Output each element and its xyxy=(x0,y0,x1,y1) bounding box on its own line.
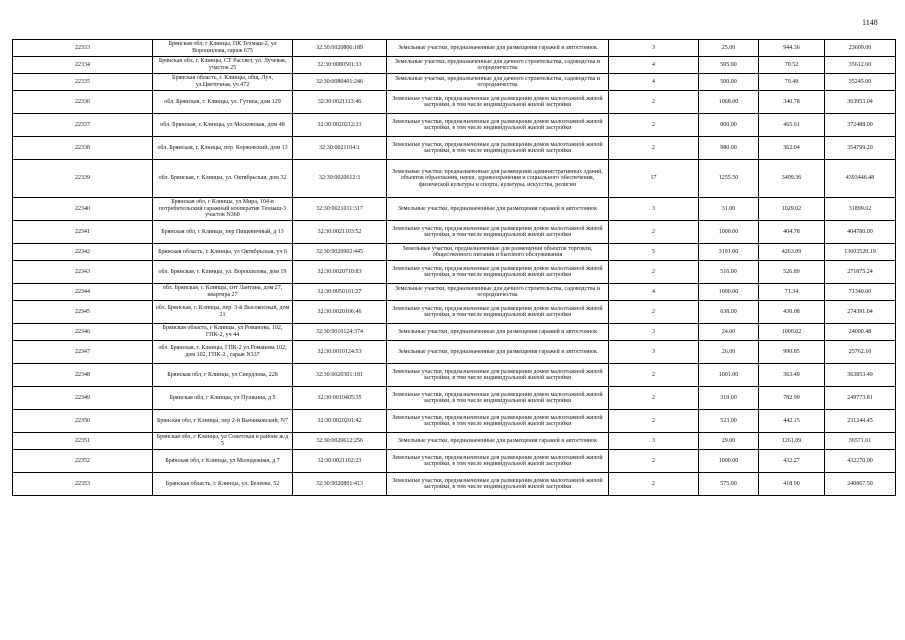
cell-row-number: 22333 xyxy=(13,40,153,57)
cell-cadastral-value: 23609.00 xyxy=(825,40,896,57)
cell-land-purpose: Земельные участки, предназначенные для размещения домов малоэтажной жилой застройки, в том числе индивидуальной жилой застройки xyxy=(387,91,609,114)
cell-specific-value: 990.85 xyxy=(759,341,825,364)
table-row xyxy=(13,410,896,433)
cell-row-number: 22348 xyxy=(13,364,153,387)
cell-address: обл. Брянская, г. Клинцы, ул. Октябрьская, дом 32 xyxy=(153,160,293,198)
cell-group: 3 xyxy=(609,198,699,221)
table-row xyxy=(13,433,896,450)
cell-land-purpose: Земельные участки, предназначенные для размещения домов малоэтажной жилой застройки, в том числе индивидуальной жилой застройки xyxy=(387,450,609,473)
table-row xyxy=(13,221,896,244)
table-row xyxy=(13,114,896,137)
table-row xyxy=(13,244,896,261)
table-row xyxy=(13,57,896,74)
cell-row-number: 22334 xyxy=(13,57,153,74)
cell-cadastral-number: 32:30:0021103:52 xyxy=(293,221,387,244)
cell-row-number: 22346 xyxy=(13,324,153,341)
cell-address: Брянская обл, г Клинцы, ул Пушкина, д 5 xyxy=(153,387,293,410)
cell-area: 29.00 xyxy=(699,433,759,450)
cell-specific-value: 526.89 xyxy=(759,261,825,284)
cell-row-number: 22350 xyxy=(13,410,153,433)
cell-land-purpose: Земельные участки, предназначенные для дачного строительства, садоводства и огородничества xyxy=(387,284,609,301)
cadastral-value-table xyxy=(12,39,896,496)
cell-address: Брянская обл, г Клинцы, ул Свердлова, 228 xyxy=(153,364,293,387)
cell-area: 26.00 xyxy=(699,341,759,364)
cell-cadastral-number: 32:30:0021113:46 xyxy=(293,91,387,114)
cell-land-purpose: Земельные участки, предназначенные для дачного строительства, садоводства и огородничества xyxy=(387,74,609,91)
table-row xyxy=(13,450,896,473)
cell-cadastral-value: 432270.00 xyxy=(825,450,896,473)
cell-row-number: 22353 xyxy=(13,473,153,496)
cell-specific-value: 430.08 xyxy=(759,301,825,324)
cell-land-purpose: Земельные участки, предназначенные для размещения домов малоэтажной жилой застройки, в том числе индивидуальной жилой застройки xyxy=(387,387,609,410)
cell-group: 4 xyxy=(609,284,699,301)
cell-area: 500.00 xyxy=(699,74,759,91)
table-row xyxy=(13,261,896,284)
cell-specific-value: 4263.09 xyxy=(759,244,825,261)
cell-address: обл. Брянская, г. Клинцы, снт Лантана, дом 27, квартира 27 xyxy=(153,284,293,301)
cell-cadastral-value: 240867.50 xyxy=(825,473,896,496)
cell-group: 4 xyxy=(609,57,699,74)
cell-land-purpose: Земельные участки, предназначенные для размещения домов малоэтажной жилой застройки, в том числе индивидуальной жилой застройки xyxy=(387,301,609,324)
cell-row-number: 22341 xyxy=(13,221,153,244)
table-row xyxy=(13,387,896,410)
cell-address: обл. Брянская, г. Клинцы, ГПК-2 ул.Романова 102, дом 102, ГПК-2 , гараж N337 xyxy=(153,341,293,364)
cell-land-purpose: Земельные участки, предназначенные для размещения объектов торговли, общественного питания и бытового обслуживания xyxy=(387,244,609,261)
cell-cadastral-number: 32:30:0020612:256 xyxy=(293,433,387,450)
cell-land-purpose: Земельные участки, предназначенные для размещения домов малоэтажной жилой застройки, в том числе индивидуальной жилой застройки xyxy=(387,473,609,496)
cell-group: 3 xyxy=(609,433,699,450)
cell-address: обл. Брянская, г. Клинцы, ул. Ворошилова, дом 19 xyxy=(153,261,293,284)
cell-area: 1000.00 xyxy=(699,284,759,301)
cell-land-purpose: Земельные участки, предназначенные для размещения домов малоэтажной жилой застройки, в том числе индивидуальной жилой застройки xyxy=(387,261,609,284)
cell-area: 516.00 xyxy=(699,261,759,284)
table-row xyxy=(13,301,896,324)
cell-group: 2 xyxy=(609,473,699,496)
cell-area: 1001.00 xyxy=(699,364,759,387)
cell-group: 2 xyxy=(609,261,699,284)
cell-area: 1000.00 xyxy=(699,221,759,244)
cell-row-number: 22347 xyxy=(13,341,153,364)
cell-cadastral-number: 32:30:0080401:246 xyxy=(293,74,387,91)
cell-specific-value: 70.49 xyxy=(759,74,825,91)
cell-cadastral-number: 32:30:0020710:83 xyxy=(293,261,387,284)
cell-cadastral-value: 404780.00 xyxy=(825,221,896,244)
cell-area: 31.00 xyxy=(699,198,759,221)
cell-specific-value: 70.52 xyxy=(759,57,825,74)
cell-cadastral-number: 32:30:0020801:413 xyxy=(293,473,387,496)
cell-address: обл. Брянская, г. Клинцы, ул. Гутина, дом 129 xyxy=(153,91,293,114)
table-row xyxy=(13,341,896,364)
cell-address: обл. Брянская, г. Клинцы, ул Московская, дом 48 xyxy=(153,114,293,137)
cell-group: 2 xyxy=(609,137,699,160)
cell-area: 980.00 xyxy=(699,137,759,160)
cell-specific-value: 404.78 xyxy=(759,221,825,244)
cell-row-number: 22340 xyxy=(13,198,153,221)
cell-group: 2 xyxy=(609,450,699,473)
table-row xyxy=(13,198,896,221)
cell-land-purpose: Земельные участки, предназначенные для размещения гаражей и автостоянок xyxy=(387,433,609,450)
cell-land-purpose: Земельные участки, предназначенные для размещения гаражей и автостоянок xyxy=(387,341,609,364)
cell-cadastral-number: 32:30:0020301:181 xyxy=(293,364,387,387)
cell-address: Брянская обл, г Клинцы, пер 2-й Вьюшковский, N7 xyxy=(153,410,293,433)
cell-cadastral-number: 32:30:0020902:445 xyxy=(293,244,387,261)
cell-address: Брянская обл, г. Клинцы, СТ Рассвет, ул. Лучевая, участок 25 xyxy=(153,57,293,74)
cell-row-number: 22343 xyxy=(13,261,153,284)
cell-cadastral-value: 31899.62 xyxy=(825,198,896,221)
cell-cadastral-value: 35612.60 xyxy=(825,57,896,74)
cell-land-purpose: Земельные участки, предназначенные для размещения домов малоэтажной жилой застройки, в том числе индивидуальной жилой застройки xyxy=(387,410,609,433)
cell-cadastral-value: 13603520.19 xyxy=(825,244,896,261)
cell-address: Брянская обл, г Клинцы, ул Советская в районе ж/д 5 xyxy=(153,433,293,450)
cell-group: 2 xyxy=(609,387,699,410)
cell-row-number: 22338 xyxy=(13,137,153,160)
cell-area: 3191.00 xyxy=(699,244,759,261)
cell-address: обл. Брянская, г. Клинцы, пер. 3-й Высокосный, дом 21 xyxy=(153,301,293,324)
cell-cadastral-value: 363853.49 xyxy=(825,364,896,387)
cell-cadastral-value: 25762.10 xyxy=(825,341,896,364)
cell-group: 2 xyxy=(609,91,699,114)
cell-cadastral-value: 363953.04 xyxy=(825,91,896,114)
cell-land-purpose: Земельные участки, предназначенные для размещения домов малоэтажной жилой застройки, в том числе индивидуальной жилой застройки xyxy=(387,364,609,387)
cell-land-purpose: Земельные участки, предназначенные для размещения гаражей и автостоянок xyxy=(387,40,609,57)
table-row xyxy=(13,74,896,91)
cell-specific-value: 340.78 xyxy=(759,91,825,114)
cell-land-purpose: Земельные участки, предназначенные для размещения домов малоэтажной жилой застройки, в том числе индивидуальной жилой застройки xyxy=(387,137,609,160)
cell-group: 2 xyxy=(609,114,699,137)
cell-cadastral-value: 36571.61 xyxy=(825,433,896,450)
cell-land-purpose: Земельные участки, предназначенные для размещения административных зданий, объектов образования, науки, здравоохранения и социального обеспечения, физической культуры и спорта, культуры, искусства, религии xyxy=(387,160,609,198)
cell-land-purpose: Земельные участки, предназначенные для дачного строительства, садоводства и огородничества xyxy=(387,57,609,74)
cell-address: Брянская область, г. Клинцы, ул. Белеева, 52 xyxy=(153,473,293,496)
cell-specific-value: 363.49 xyxy=(759,364,825,387)
cell-group: 2 xyxy=(609,301,699,324)
table-row xyxy=(13,364,896,387)
cell-row-number: 22352 xyxy=(13,450,153,473)
cell-specific-value: 3499.36 xyxy=(759,160,825,198)
cell-land-purpose: Земельные участки, предназначенные для размещения гаражей и автостоянок xyxy=(387,324,609,341)
table-row xyxy=(13,160,896,198)
page-number: 1148 xyxy=(862,18,878,27)
cell-cadastral-value: 372488.00 xyxy=(825,114,896,137)
cell-area: 25.00 xyxy=(699,40,759,57)
cell-group: 2 xyxy=(609,410,699,433)
cell-specific-value: 362.04 xyxy=(759,137,825,160)
cell-row-number: 22335 xyxy=(13,74,153,91)
cell-area: 1000.00 xyxy=(699,450,759,473)
cell-area: 800.00 xyxy=(699,114,759,137)
cell-group: 5 xyxy=(609,244,699,261)
cell-group: 3 xyxy=(609,324,699,341)
cell-specific-value: 1261.09 xyxy=(759,433,825,450)
cell-group: 2 xyxy=(609,364,699,387)
cell-specific-value: 71.34 xyxy=(759,284,825,301)
cell-row-number: 22345 xyxy=(13,301,153,324)
cell-group: 17 xyxy=(609,160,699,198)
cell-cadastral-value: 4393446.48 xyxy=(825,160,896,198)
table-row xyxy=(13,324,896,341)
cell-area: 319.00 xyxy=(699,387,759,410)
cell-cadastral-number: 32:30:0021104:1 xyxy=(293,137,387,160)
cell-area: 575.00 xyxy=(699,473,759,496)
cell-group: 3 xyxy=(609,40,699,57)
cell-area: 1255.50 xyxy=(699,160,759,198)
cell-address: Брянская обл, г Клинцы, ул Мира, 104-в потребительский гаражный кооператив Техмаш-3 участок N360 xyxy=(153,198,293,221)
cell-address: Брянская обл, г Клинцы, ул Молодежная, д 7 xyxy=(153,450,293,473)
cell-cadastral-number: 32:30:0020212:33 xyxy=(293,114,387,137)
cell-cadastral-value: 274391.04 xyxy=(825,301,896,324)
cell-cadastral-value: 249773.81 xyxy=(825,387,896,410)
table-row xyxy=(13,137,896,160)
cell-group: 4 xyxy=(609,74,699,91)
cell-row-number: 22349 xyxy=(13,387,153,410)
cell-cadastral-number: 32:30:0010405:35 xyxy=(293,387,387,410)
cell-cadastral-value: 271875.24 xyxy=(825,261,896,284)
cell-land-purpose: Земельные участки, предназначенные для размещения домов малоэтажной жилой застройки, в том числе индивидуальной жилой застройки xyxy=(387,221,609,244)
table-row xyxy=(13,473,896,496)
table-row xyxy=(13,91,896,114)
cell-cadastral-number: 32:30:0050101:27 xyxy=(293,284,387,301)
cell-cadastral-value: 231244.45 xyxy=(825,410,896,433)
cell-cadastral-number: 32:30:0080501:33 xyxy=(293,57,387,74)
cell-address: Брянская область, г Клинцы, ул Романова, 102, ГПК-2, уч 44 xyxy=(153,324,293,341)
cell-specific-value: 782.99 xyxy=(759,387,825,410)
cell-cadastral-value: 71340.00 xyxy=(825,284,896,301)
cell-area: 638.00 xyxy=(699,301,759,324)
cell-cadastral-value: 35245.00 xyxy=(825,74,896,91)
cell-cadastral-number: 32:30:0020106:46 xyxy=(293,301,387,324)
cell-address: Брянская область, г. Клинцы, ул Октябрьская, уч 6 xyxy=(153,244,293,261)
cell-cadastral-value: 354799.20 xyxy=(825,137,896,160)
cell-address: Брянская обл, г Клинцы, пер Пищевичный, д 13 xyxy=(153,221,293,244)
cell-specific-value: 1029.02 xyxy=(759,198,825,221)
cell-area: 1068.00 xyxy=(699,91,759,114)
cell-row-number: 22336 xyxy=(13,91,153,114)
table-row xyxy=(13,40,896,57)
cell-specific-value: 442.15 xyxy=(759,410,825,433)
cell-row-number: 22351 xyxy=(13,433,153,450)
cell-cadastral-number: 32:30:0020612:3 xyxy=(293,160,387,198)
cell-specific-value: 465.61 xyxy=(759,114,825,137)
cell-specific-value: 944.36 xyxy=(759,40,825,57)
cell-cadastral-number: 32:30:0010124:374 xyxy=(293,324,387,341)
cell-address: Брянская область, г. Клинцы, общ. Луч, ул.Цветочная, уч 472 xyxy=(153,74,293,91)
cell-area: 24.00 xyxy=(699,324,759,341)
cell-address: Брянская обл, г Клинцы, ПК Техмаш-2, ул Ворошилова, гараж 675 xyxy=(153,40,293,57)
cell-land-purpose: Земельные участки, предназначенные для размещения гаражей и автостоянок xyxy=(387,198,609,221)
cell-area: 505.00 xyxy=(699,57,759,74)
cell-address: обл. Брянская, г. Клинцы, пер. Коржовский, дом 13 xyxy=(153,137,293,160)
cell-specific-value: 1000.02 xyxy=(759,324,825,341)
cell-area: 523.00 xyxy=(699,410,759,433)
cell-cadastral-number: 32:30:0020806:189 xyxy=(293,40,387,57)
cell-cadastral-number: 32:30:0021102:23 xyxy=(293,450,387,473)
cell-row-number: 22337 xyxy=(13,114,153,137)
table-row xyxy=(13,284,896,301)
cell-cadastral-number: 32:30:0021011:317 xyxy=(293,198,387,221)
cell-cadastral-number: 32:30:0020201:42 xyxy=(293,410,387,433)
cell-specific-value: 418.90 xyxy=(759,473,825,496)
cell-specific-value: 432.27 xyxy=(759,450,825,473)
cell-land-purpose: Земельные участки, предназначенные для размещения домов малоэтажной жилой застройки, в том числе индивидуальной жилой застройки xyxy=(387,114,609,137)
cell-row-number: 22342 xyxy=(13,244,153,261)
cell-group: 3 xyxy=(609,341,699,364)
cell-group: 2 xyxy=(609,221,699,244)
cell-row-number: 22344 xyxy=(13,284,153,301)
cell-cadastral-value: 24000.48 xyxy=(825,324,896,341)
cell-cadastral-number: 32:30:0010124:53 xyxy=(293,341,387,364)
cell-row-number: 22339 xyxy=(13,160,153,198)
